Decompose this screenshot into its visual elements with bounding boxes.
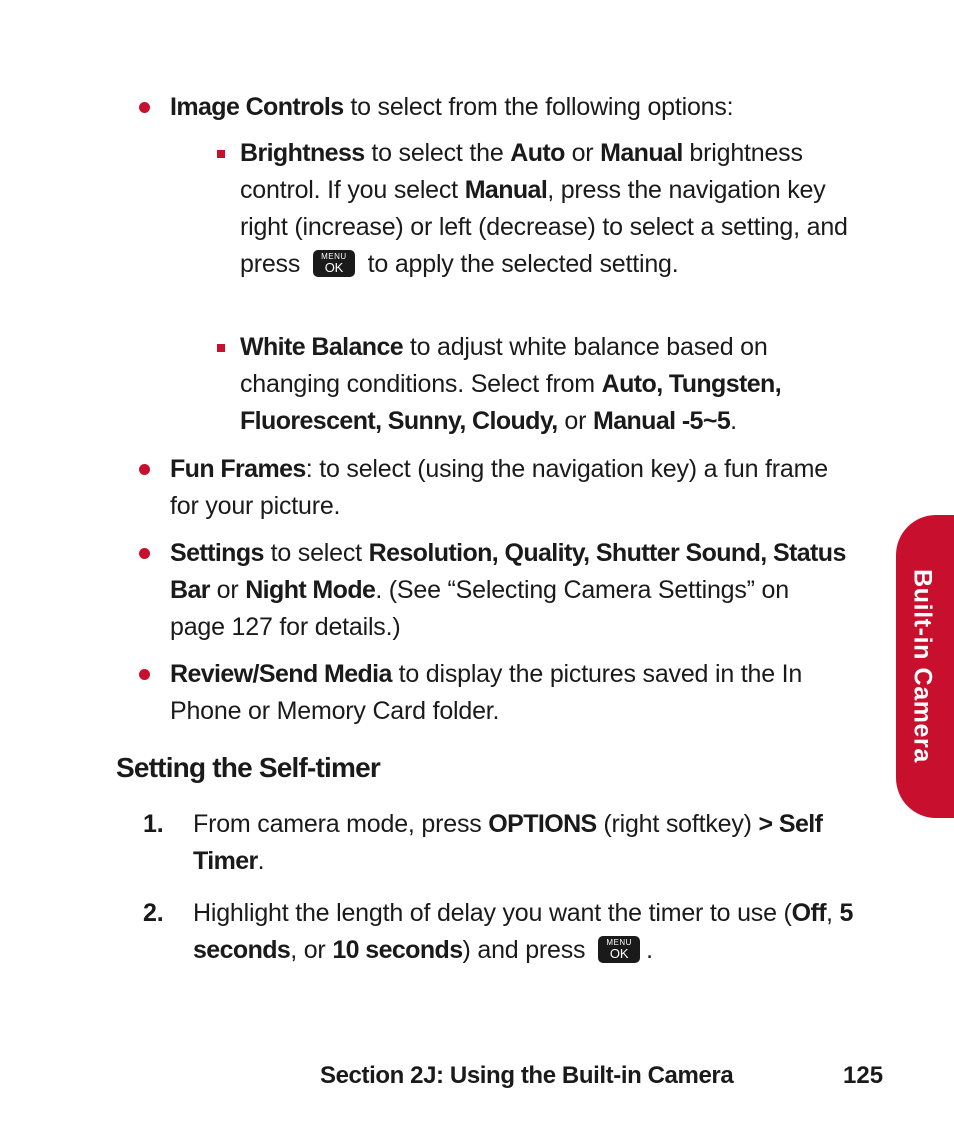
bullet-icon	[139, 669, 150, 680]
key-icon-top-label: MENU	[606, 937, 632, 947]
square-bullet-icon	[217, 150, 225, 158]
sub-item-white-balance	[240, 329, 860, 440]
text-run: or	[564, 139, 601, 167]
text-run: to adjust white balance based on changing conditions. Select from	[240, 333, 768, 398]
menu-ok-key-icon	[313, 250, 355, 277]
bold-text-run: Brightness	[240, 139, 365, 167]
bullet-icon	[139, 548, 150, 559]
text-run: ,	[825, 899, 840, 927]
bold-text-run: Resolution, Quality, Shutter Sound, Status Bar	[170, 539, 846, 604]
bullet-icon	[139, 464, 150, 475]
text-run: .	[646, 936, 653, 964]
key-icon-top-label: MENU	[321, 251, 347, 261]
sub-item-text	[240, 139, 848, 278]
bold-text-run: Review/Send Media	[170, 660, 392, 688]
text-run: , or	[290, 936, 333, 964]
square-bullet-icon	[217, 344, 225, 352]
bullet-text	[170, 539, 846, 641]
text-run: From camera mode, press	[193, 810, 489, 838]
bullet-text	[170, 455, 828, 520]
text-run: : to select (using the navigation key) a fun frame for your picture.	[170, 455, 828, 520]
bullet-text	[170, 660, 802, 725]
text-run: . (See “Selecting Camera Settings” on page 127 for details.)	[170, 576, 789, 641]
sub-item-brightness	[240, 135, 860, 283]
text-run: ) and press	[462, 936, 593, 964]
bold-text-run: Manual	[464, 176, 548, 204]
bold-text-run: > Self Timer	[193, 810, 823, 875]
bold-text-run: Manual	[600, 139, 683, 167]
text-run: Highlight the length of delay you want the timer to use (	[193, 899, 792, 927]
bold-text-run: Fun Frames	[170, 455, 306, 483]
page-number: 125	[843, 1062, 884, 1089]
footer-section-title: Section 2J: Using the Built-in Camera	[320, 1062, 734, 1089]
bullet-icon	[139, 102, 150, 113]
bold-text-run: 10 seconds	[332, 936, 463, 964]
bold-text-run: Night Mode	[245, 576, 376, 604]
step-2	[143, 895, 858, 969]
bold-text-run: OPTIONS	[488, 810, 597, 838]
text-run: , press the navigation key right (increase) or left (decrease) to select a setting, and press	[240, 176, 848, 278]
bold-text-run: Manual -5~5	[592, 407, 731, 435]
step-number: 2.	[143, 899, 164, 927]
key-icon-bottom-label: OK	[609, 945, 629, 961]
step-text	[193, 810, 822, 875]
bold-text-run: Settings	[170, 539, 264, 567]
bullet-term: Image Controls	[170, 93, 344, 121]
step-1	[143, 806, 858, 880]
step-text	[193, 899, 853, 964]
text-run: to apply the selected setting.	[360, 250, 679, 278]
bullet-image-controls	[170, 89, 850, 126]
chapter-side-tab-label: Built-in Camera	[908, 569, 937, 763]
sub-item-text	[240, 333, 781, 435]
bold-text-run: Off	[791, 899, 826, 927]
text-run: to display the pictures saved in the In Phone or Memory Card folder.	[170, 660, 803, 725]
bullet-settings	[170, 535, 850, 646]
bold-text-run: 5 seconds	[193, 899, 853, 964]
text-run: .	[730, 407, 737, 435]
bullet-text: to select from the following options:	[343, 93, 734, 121]
bold-text-run: Auto, Tungsten, Fluorescent, Sunny, Cloudy,	[240, 370, 782, 435]
menu-ok-key-icon	[598, 936, 640, 963]
text-run: to select the	[364, 139, 511, 167]
text-run: brightness control. If you select	[240, 139, 803, 204]
bold-text-run: Auto	[510, 139, 565, 167]
bullet-review-send-media	[170, 656, 850, 730]
text-run: .	[257, 847, 265, 875]
bold-text-run: White Balance	[240, 333, 404, 361]
step-number: 1.	[143, 810, 164, 838]
section-heading: Setting the Self-timer	[116, 752, 380, 783]
key-icon-bottom-label: OK	[324, 259, 344, 275]
text-run: or	[557, 407, 593, 435]
text-run: (right softkey)	[596, 810, 759, 838]
text-run: to select	[263, 539, 369, 567]
text-run: or	[209, 576, 246, 604]
bullet-fun-frames	[170, 451, 850, 525]
